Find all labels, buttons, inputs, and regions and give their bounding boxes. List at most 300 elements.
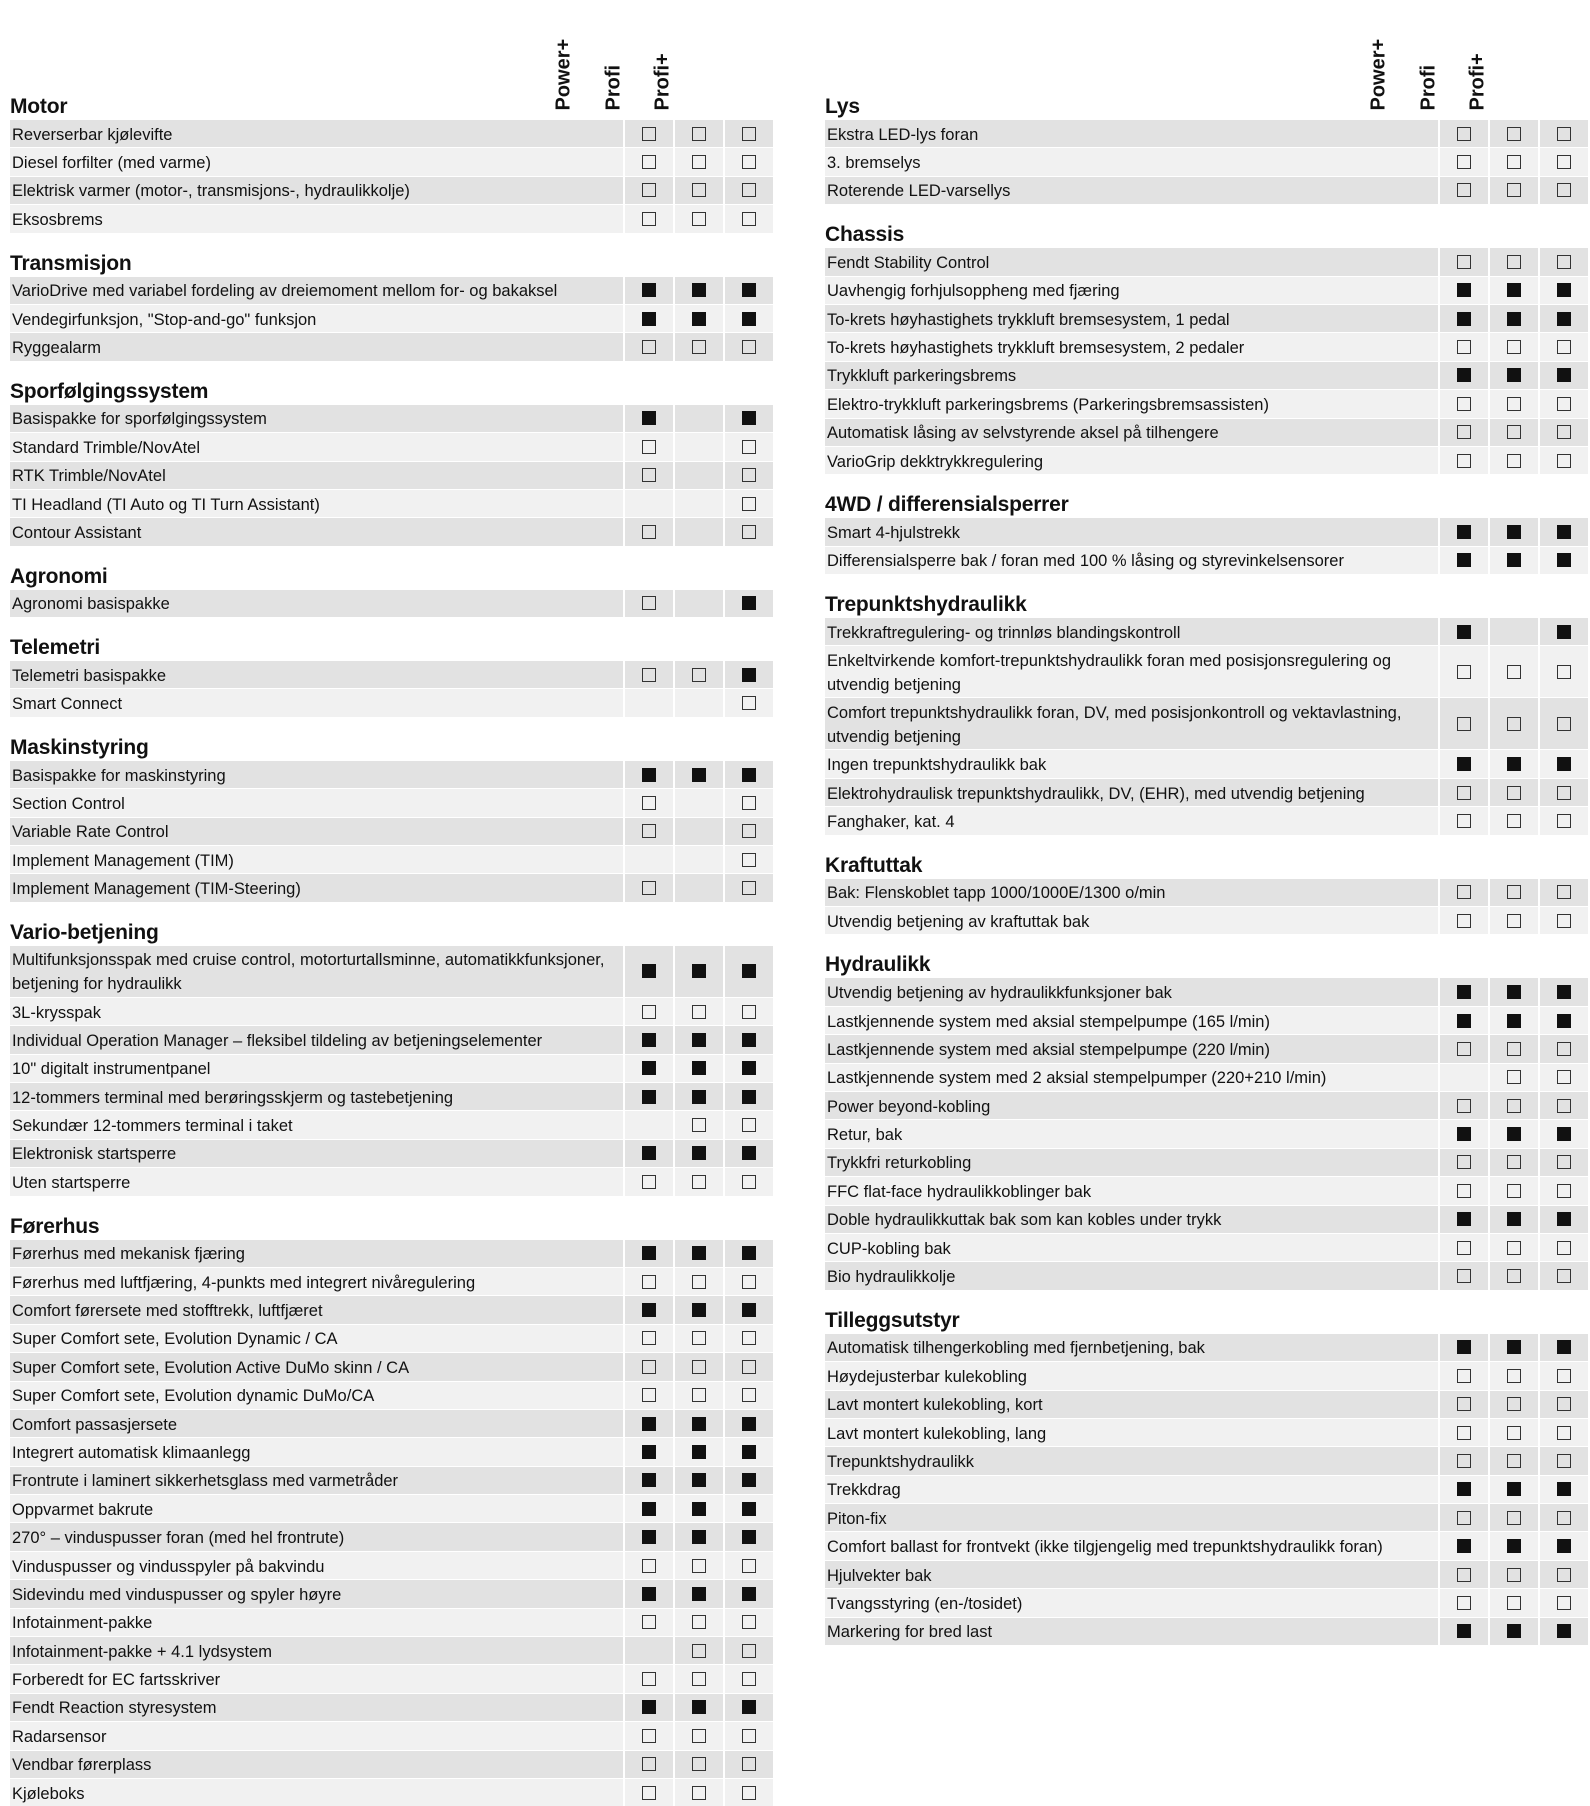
open-square-icon: [1557, 340, 1571, 354]
open-square-icon: [742, 127, 756, 141]
cell-profi-plus: [1540, 1035, 1588, 1062]
filled-square-icon: [1457, 553, 1471, 567]
row-label: Infotainment-pakke + 4.1 lydsystem: [10, 1637, 623, 1664]
header-profi-plus: Profi+: [651, 53, 674, 111]
cell-power-plus: [1440, 1362, 1488, 1389]
open-square-icon: [692, 1005, 706, 1019]
cell-power-plus: [1440, 547, 1488, 574]
header-profi: Profi: [1417, 64, 1440, 111]
open-square-icon: [692, 155, 706, 169]
open-square-icon: [742, 525, 756, 539]
row-label: Utvendig betjening av kraftuttak bak: [825, 907, 1438, 934]
section-title: Vario-betjening: [10, 920, 159, 944]
cell-power-plus: [1440, 277, 1488, 304]
cell-power-plus: [1440, 1504, 1488, 1531]
row-label: Integrert automatisk klimaanlegg: [10, 1438, 623, 1465]
table-row: [825, 879, 1588, 906]
open-square-icon: [742, 1786, 756, 1800]
row-label: Eksosbrems: [10, 205, 623, 232]
filled-square-icon: [1507, 757, 1521, 771]
table-row: [825, 1476, 1588, 1503]
cell-power-plus: [625, 1140, 673, 1167]
table-row: [10, 433, 773, 460]
table-row: [10, 1268, 773, 1295]
table-row: [825, 1561, 1588, 1588]
row-label: Piton-fix: [825, 1504, 1438, 1531]
cell-power-plus: [1440, 1007, 1488, 1034]
section-title: Transmisjon: [10, 251, 132, 275]
table-row: [10, 1637, 773, 1664]
open-square-icon: [642, 440, 656, 454]
row-label: Retur, bak: [825, 1120, 1438, 1147]
open-square-icon: [1557, 1241, 1571, 1255]
cell-profi: [675, 518, 723, 545]
cell-profi: [675, 1694, 723, 1721]
cell-power-plus: [1440, 177, 1488, 204]
row-label: Markering for bred last: [825, 1618, 1438, 1645]
row-label: Kjøleboks: [10, 1779, 623, 1806]
filled-square-icon: [1507, 1014, 1521, 1028]
row-label: CUP-kobling bak: [825, 1234, 1438, 1261]
filled-square-icon: [1457, 1212, 1471, 1226]
row-label: VarioGrip dekktrykkregulering: [825, 447, 1438, 474]
header-profi: Profi: [602, 64, 625, 111]
filled-square-icon: [1557, 283, 1571, 297]
open-square-icon: [1507, 454, 1521, 468]
cell-profi: [675, 433, 723, 460]
table-row: [825, 1007, 1588, 1034]
cell-profi-plus: [1540, 779, 1588, 806]
open-square-icon: [1507, 1568, 1521, 1582]
cell-profi: [1490, 1334, 1538, 1361]
cell-profi-plus: [1540, 879, 1588, 906]
section: [825, 1307, 1588, 1645]
section: [825, 951, 1588, 1289]
filled-square-icon: [742, 1700, 756, 1714]
cell-profi: [675, 761, 723, 788]
row-label: Diesel forfilter (med varme): [10, 148, 623, 175]
open-square-icon: [1507, 665, 1521, 679]
cell-profi: [1490, 447, 1538, 474]
open-square-icon: [1457, 1511, 1471, 1525]
cell-power-plus: [1440, 879, 1488, 906]
row-label: Bak: Flenskoblet tapp 1000/1000E/1300 o/min: [825, 879, 1438, 906]
cell-power-plus: [1440, 807, 1488, 834]
filled-square-icon: [642, 1445, 656, 1459]
cell-profi-plus: [725, 1467, 773, 1494]
row-label: Comfort passasjersete: [10, 1410, 623, 1437]
section-title: Maskinstyring: [10, 735, 149, 759]
open-square-icon: [1557, 885, 1571, 899]
cell-power-plus: [1440, 978, 1488, 1005]
open-square-icon: [1457, 1426, 1471, 1440]
filled-square-icon: [1557, 368, 1571, 382]
open-square-icon: [1457, 914, 1471, 928]
cell-profi-plus: [1540, 1064, 1588, 1091]
open-square-icon: [692, 1672, 706, 1686]
table-row: [825, 646, 1588, 697]
row-label: Automatisk låsing av selvstyrende aksel på tilhengere: [825, 419, 1438, 446]
filled-square-icon: [692, 1090, 706, 1104]
open-square-icon: [1557, 397, 1571, 411]
row-label: Bio hydraulikkolje: [825, 1262, 1438, 1289]
table-row: [10, 946, 773, 997]
cell-power-plus: [625, 305, 673, 332]
open-square-icon: [1457, 1184, 1471, 1198]
row-label: Lastkjennende system med 2 aksial stempelpumper (220+210 l/min): [825, 1064, 1438, 1091]
cell-power-plus: [1440, 1262, 1488, 1289]
filled-square-icon: [742, 596, 756, 610]
cell-profi: [675, 1438, 723, 1465]
table-row: [10, 1168, 773, 1195]
cell-profi-plus: [725, 789, 773, 816]
cell-profi-plus: [725, 305, 773, 332]
table-row: [825, 362, 1588, 389]
cell-profi: [1490, 1391, 1538, 1418]
cell-power-plus: [625, 177, 673, 204]
filled-square-icon: [642, 1700, 656, 1714]
open-square-icon: [742, 1331, 756, 1345]
cell-profi: [675, 1111, 723, 1138]
open-square-icon: [1557, 914, 1571, 928]
table-row: [10, 1296, 773, 1323]
cell-power-plus: [1440, 1419, 1488, 1446]
open-square-icon: [1557, 814, 1571, 828]
cell-power-plus: [1440, 1177, 1488, 1204]
cell-power-plus: [625, 1240, 673, 1267]
row-label: Uten startsperre: [10, 1168, 623, 1195]
open-square-icon: [1457, 665, 1471, 679]
filled-square-icon: [742, 1246, 756, 1260]
open-square-icon: [1457, 786, 1471, 800]
cell-profi-plus: [725, 818, 773, 845]
open-square-icon: [742, 1729, 756, 1743]
cell-profi-plus: [725, 1353, 773, 1380]
cell-profi-plus: [725, 518, 773, 545]
filled-square-icon: [1507, 1624, 1521, 1638]
row-label: Ingen trepunktshydraulikk bak: [825, 750, 1438, 777]
filled-square-icon: [692, 964, 706, 978]
cell-profi: [675, 405, 723, 432]
open-square-icon: [692, 1331, 706, 1345]
table-row: [825, 907, 1588, 934]
open-square-icon: [742, 440, 756, 454]
row-label: Trepunktshydraulikk: [825, 1447, 1438, 1474]
section: [10, 1213, 773, 1806]
cell-profi-plus: [1540, 1007, 1588, 1034]
row-label: Contour Assistant: [10, 518, 623, 545]
row-label: Ryggealarm: [10, 333, 623, 360]
cell-profi: [1490, 1234, 1538, 1261]
open-square-icon: [742, 853, 756, 867]
cell-profi-plus: [725, 1495, 773, 1522]
filled-square-icon: [642, 1090, 656, 1104]
table-row: [10, 818, 773, 845]
open-square-icon: [1457, 1397, 1471, 1411]
cell-power-plus: [1440, 305, 1488, 332]
section: [10, 250, 773, 361]
open-square-icon: [1507, 183, 1521, 197]
open-square-icon: [692, 212, 706, 226]
filled-square-icon: [692, 1417, 706, 1431]
cell-power-plus: [1440, 1234, 1488, 1261]
table-row: [10, 761, 773, 788]
cell-profi: [1490, 1447, 1538, 1474]
filled-square-icon: [1557, 1340, 1571, 1354]
table-row: [10, 1026, 773, 1053]
table-row: [10, 1751, 773, 1778]
cell-profi: [1490, 1362, 1538, 1389]
cell-profi-plus: [725, 1552, 773, 1579]
filled-square-icon: [742, 1417, 756, 1431]
row-label: Doble hydraulikkuttak bak som kan kobles under trykk: [825, 1206, 1438, 1233]
row-label: Elektronisk startsperre: [10, 1140, 623, 1167]
cell-profi-plus: [725, 1026, 773, 1053]
cell-profi-plus: [725, 1410, 773, 1437]
table-row: [825, 333, 1588, 360]
open-square-icon: [1557, 1397, 1571, 1411]
open-square-icon: [1457, 155, 1471, 169]
cell-power-plus: [1440, 1206, 1488, 1233]
cell-power-plus: [625, 590, 673, 617]
table-row: [825, 1064, 1588, 1091]
cell-profi-plus: [725, 277, 773, 304]
cell-profi-plus: [1540, 1419, 1588, 1446]
table-row: [825, 1532, 1588, 1559]
table-row: [825, 1618, 1588, 1645]
cell-power-plus: [625, 661, 673, 688]
open-square-icon: [1557, 183, 1571, 197]
cell-power-plus: [1440, 1561, 1488, 1588]
section: [825, 591, 1588, 835]
cell-profi: [675, 1552, 723, 1579]
filled-square-icon: [1507, 1539, 1521, 1553]
cell-power-plus: [625, 1410, 673, 1437]
open-square-icon: [1507, 255, 1521, 269]
cell-power-plus: [625, 874, 673, 901]
row-label: Comfort trepunktshydraulikk foran, DV, med posisjonkontroll og vektavlastning, utvendig betjening: [825, 698, 1438, 749]
cell-profi-plus: [1540, 248, 1588, 275]
cell-power-plus: [1440, 1334, 1488, 1361]
row-label: Lastkjennende system med aksial stempelpumpe (165 l/min): [825, 1007, 1438, 1034]
filled-square-icon: [1557, 312, 1571, 326]
cell-profi: [675, 1467, 723, 1494]
open-square-icon: [642, 668, 656, 682]
filled-square-icon: [692, 1445, 706, 1459]
cell-profi: [675, 998, 723, 1025]
cell-profi-plus: [1540, 277, 1588, 304]
filled-square-icon: [1557, 553, 1571, 567]
row-label: Super Comfort sete, Evolution dynamic DuMo/CA: [10, 1382, 623, 1409]
open-square-icon: [692, 1729, 706, 1743]
filled-square-icon: [1457, 1014, 1471, 1028]
row-label: Super Comfort sete, Evolution Active DuMo skinn / CA: [10, 1353, 623, 1380]
table-row: [10, 661, 773, 688]
row-label: Vendbar førerplass: [10, 1751, 623, 1778]
row-label: To-krets høyhastighets trykkluft bremsesystem, 2 pedaler: [825, 333, 1438, 360]
table-row: [10, 1552, 773, 1579]
open-square-icon: [642, 1559, 656, 1573]
table-row: [825, 1149, 1588, 1176]
section: [10, 634, 773, 717]
filled-square-icon: [742, 1530, 756, 1544]
table-row: [10, 1580, 773, 1607]
cell-profi-plus: [725, 1637, 773, 1664]
open-square-icon: [1507, 155, 1521, 169]
section: [10, 93, 773, 233]
cell-profi: [1490, 646, 1538, 697]
filled-square-icon: [642, 1061, 656, 1075]
open-square-icon: [1557, 1369, 1571, 1383]
cell-power-plus: [625, 946, 673, 997]
table-row: [825, 447, 1588, 474]
table-row: [10, 590, 773, 617]
open-square-icon: [1507, 786, 1521, 800]
open-square-icon: [1507, 1454, 1521, 1468]
open-square-icon: [1557, 786, 1571, 800]
row-label: Telemetri basispakke: [10, 661, 623, 688]
cell-profi-plus: [725, 1580, 773, 1607]
filled-square-icon: [692, 1146, 706, 1160]
table-row: [10, 305, 773, 332]
row-label: Utvendig betjening av hydraulikkfunksjoner bak: [825, 978, 1438, 1005]
row-label: TI Headland (TI Auto og TI Turn Assistant): [10, 490, 623, 517]
cell-power-plus: [625, 405, 673, 432]
cell-power-plus: [625, 1438, 673, 1465]
cell-profi: [1490, 305, 1538, 332]
section-title: Lys: [825, 95, 860, 118]
filled-square-icon: [642, 1473, 656, 1487]
filled-square-icon: [642, 1303, 656, 1317]
open-square-icon: [1507, 1511, 1521, 1525]
filled-square-icon: [1457, 1482, 1471, 1496]
cell-power-plus: [1440, 419, 1488, 446]
cell-profi: [675, 148, 723, 175]
open-square-icon: [1507, 914, 1521, 928]
cell-profi-plus: [725, 874, 773, 901]
cell-profi-plus: [725, 1296, 773, 1323]
filled-square-icon: [642, 768, 656, 782]
cell-profi: [675, 1268, 723, 1295]
open-square-icon: [1507, 1426, 1521, 1440]
cell-profi: [1490, 1149, 1538, 1176]
open-square-icon: [1457, 1241, 1471, 1255]
open-square-icon: [1557, 1454, 1571, 1468]
filled-square-icon: [642, 1033, 656, 1047]
row-label: Lavt montert kulekobling, lang: [825, 1419, 1438, 1446]
cell-profi: [1490, 1120, 1538, 1147]
filled-square-icon: [1457, 525, 1471, 539]
filled-square-icon: [1507, 1482, 1521, 1496]
cell-profi-plus: [725, 590, 773, 617]
filled-square-icon: [1557, 1212, 1571, 1226]
row-label: 10" digitalt instrumentpanel: [10, 1055, 623, 1082]
table-row: [10, 518, 773, 545]
cell-power-plus: [625, 1083, 673, 1110]
cell-power-plus: [625, 1694, 673, 1721]
section: [825, 491, 1588, 574]
cell-power-plus: [625, 333, 673, 360]
cell-profi-plus: [725, 1722, 773, 1749]
cell-profi: [1490, 779, 1538, 806]
cell-profi: [1490, 1476, 1538, 1503]
filled-square-icon: [742, 1033, 756, 1047]
cell-profi: [1490, 879, 1538, 906]
table-row: [825, 698, 1588, 749]
cell-profi-plus: [1540, 1334, 1588, 1361]
header-profi-plus: Profi+: [1466, 53, 1489, 111]
cell-power-plus: [625, 846, 673, 873]
open-square-icon: [1557, 425, 1571, 439]
table-row: [10, 1083, 773, 1110]
cell-profi-plus: [1540, 333, 1588, 360]
section-title: Kraftuttak: [825, 853, 923, 877]
table-row: [825, 1234, 1588, 1261]
table-row: [10, 333, 773, 360]
open-square-icon: [742, 468, 756, 482]
cell-power-plus: [1440, 1120, 1488, 1147]
filled-square-icon: [742, 1061, 756, 1075]
open-square-icon: [1557, 1511, 1571, 1525]
row-label: Sidevindu med vinduspusser og spyler høyre: [10, 1580, 623, 1607]
table-row: [10, 998, 773, 1025]
open-square-icon: [1457, 340, 1471, 354]
cell-profi: [675, 277, 723, 304]
open-square-icon: [1457, 255, 1471, 269]
row-label: Frontrute i laminert sikkerhetsglass med varmetråder: [10, 1467, 623, 1494]
open-square-icon: [1557, 255, 1571, 269]
cell-power-plus: [1440, 750, 1488, 777]
cell-profi: [1490, 807, 1538, 834]
cell-profi: [675, 874, 723, 901]
row-label: 270° – vinduspusser foran (med hel frontrute): [10, 1523, 623, 1550]
table-row: [825, 1035, 1588, 1062]
cell-profi: [675, 1353, 723, 1380]
open-square-icon: [1557, 127, 1571, 141]
cell-power-plus: [1440, 1391, 1488, 1418]
cell-profi: [1490, 333, 1538, 360]
table-row: [10, 177, 773, 204]
cell-profi-plus: [1540, 1120, 1588, 1147]
cell-power-plus: [1440, 333, 1488, 360]
cell-profi-plus: [725, 433, 773, 460]
cell-profi: [1490, 547, 1538, 574]
filled-square-icon: [1457, 1539, 1471, 1553]
cell-profi-plus: [1540, 807, 1588, 834]
open-square-icon: [742, 824, 756, 838]
table-row: [825, 1391, 1588, 1418]
open-square-icon: [692, 340, 706, 354]
table-row: [825, 1206, 1588, 1233]
open-square-icon: [642, 155, 656, 169]
cell-power-plus: [1440, 390, 1488, 417]
cell-profi-plus: [1540, 390, 1588, 417]
row-label: VarioDrive med variabel fordeling av dreiemoment mellom for- og bakaksel: [10, 277, 623, 304]
cell-profi: [675, 1410, 723, 1437]
cell-profi: [675, 689, 723, 716]
cell-power-plus: [625, 1111, 673, 1138]
row-label: Trekkraftregulering- og trinnløs blandingskontroll: [825, 618, 1438, 645]
section-title: Sporfølgingssystem: [10, 379, 209, 403]
cell-profi: [1490, 1589, 1538, 1616]
open-square-icon: [742, 1559, 756, 1573]
cell-power-plus: [625, 1055, 673, 1082]
filled-square-icon: [1557, 1127, 1571, 1141]
section: [825, 852, 1588, 935]
cell-power-plus: [625, 1665, 673, 1692]
row-label: 12-tommers terminal med berøringsskjerm og tastebetjening: [10, 1083, 623, 1110]
row-label: 3L-krysspak: [10, 998, 623, 1025]
